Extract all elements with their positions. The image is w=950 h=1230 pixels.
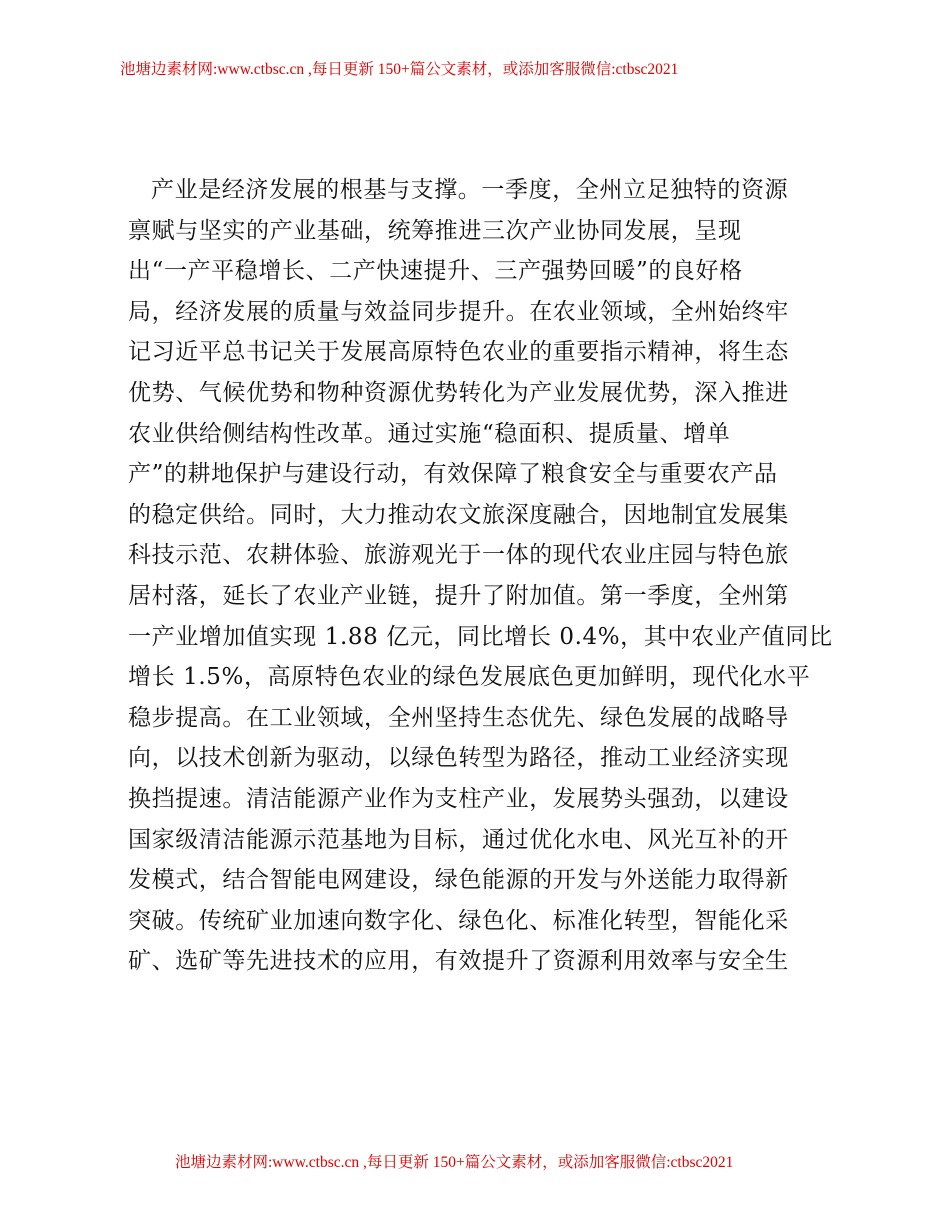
body-line: 的稳定供给。同时，大力推动农文旅深度融合，因地制宜发展集 bbox=[128, 501, 789, 528]
body-paragraph bbox=[128, 170, 833, 982]
body-line: 产业是经济发展的根基与支撑。一季度，全州立足独特的资源 bbox=[151, 177, 789, 203]
body-line: 优势、气候优势和物种资源优势转化为产业发展优势，深入推进 bbox=[128, 379, 789, 406]
body-line: 农业供给侧结构性改革。通过实施“稳面积、提质量、增单 bbox=[128, 420, 731, 447]
body-line: 向，以技术创新为驱动，以绿色转型为路径，推动工业经济实现 bbox=[128, 745, 789, 772]
body-line: 稳步提高。在工业领域，全州坚持生态优先、绿色发展的战略导 bbox=[128, 704, 789, 731]
body-line: 记习近平总书记关于发展高原特色农业的重要指示精神，将生态 bbox=[128, 339, 789, 366]
body-line: 出“一产平稳增长、二产快速提升、三产强势回暖”的良好格 bbox=[128, 258, 743, 285]
body-line: 科技示范、农耕体验、旅游观光于一体的现代农业庄园与特色旅 bbox=[128, 542, 789, 569]
body-line: 禀赋与坚实的产业基础，统筹推进三次产业协同发展，呈现 bbox=[128, 217, 742, 244]
page-footer-watermark: 池塘边素材网:www.ctbsc.cn ,每日更新 150+篇公文素材，或添加客服微信:ctbsc2021 bbox=[175, 1154, 734, 1171]
body-line: 一产业增加值实现 1.88 亿元，同比增长 0.4%，其中农业产值同比 bbox=[128, 623, 833, 650]
page-header-watermark: 池塘边素材网:www.ctbsc.cn ,每日更新 150+篇公文素材，或添加客服微信:ctbsc2021 bbox=[120, 61, 679, 78]
body-line: 矿、选矿等先进技术的应用，有效提升了资源利用效率与安全生 bbox=[128, 948, 789, 975]
body-line: 发模式，结合智能电网建设，绿色能源的开发与外送能力取得新 bbox=[128, 867, 789, 894]
body-line: 居村落，延长了农业产业链，提升了附加值。第一季度，全州第 bbox=[128, 582, 789, 609]
body-line: 国家级清洁能源示范基地为目标，通过优化水电、风光互补的开 bbox=[128, 826, 789, 853]
body-line: 增长 1.5%，高原特色农业的绿色发展底色更加鲜明，现代化水平 bbox=[128, 664, 811, 691]
body-line: 局，经济发展的质量与效益同步提升。在农业领域，全州始终牢 bbox=[128, 298, 789, 325]
body-line: 产”的耕地保护与建设行动，有效保障了粮食安全与重要农产品 bbox=[128, 461, 778, 488]
body-line: 换挡提速。清洁能源产业作为支柱产业，发展势头强劲，以建设 bbox=[128, 785, 789, 812]
body-line: 突破。传统矿业加速向数字化、绿色化、标准化转型，智能化采 bbox=[128, 907, 789, 934]
